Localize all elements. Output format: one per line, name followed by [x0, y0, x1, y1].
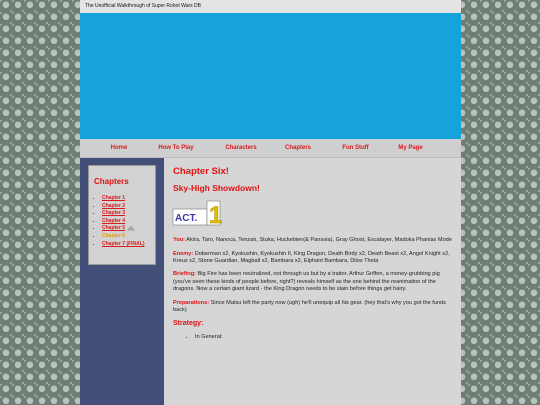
briefing-text: Big Fire has been neutralized, not through us but by a traitor. Arthur Griffen, a money-grubbing pig (you've seen these kinds of people before, right?) reveals himself as the one behind the reanimation of the dragons. Now a certain giant lizard - the King Dragon needs to be slain before things get hairy. — [173, 271, 440, 293]
nav-how-to-play[interactable]: How To Play — [158, 145, 194, 151]
you-label: You: — [173, 237, 186, 244]
chapter-item[interactable] — [102, 225, 155, 233]
enemy-text: Doberman x2, Kyokushin, Kyokushin II, King Dragon, Death Birdy x2, Death Beast x2, Angel Knight x2, Kreuz x2, Stone Guardian, Magball x2, Bambara x2, Elphant Bambara, Dilos Theta — [173, 250, 450, 265]
main-nav — [80, 139, 461, 158]
you-text: Akira, Taro, Nanoca, Tenzan, Stuka, Huckebien(& Panavia), Gray Ghost, Escalayer, Madoka Phaniax Mode — [186, 237, 452, 244]
chapter-link-2[interactable]: Chapter 2 — [102, 202, 126, 209]
chapter-subtitle: Sky-High Showdown! — [173, 183, 260, 194]
sidebar — [80, 158, 164, 405]
page-container — [80, 0, 461, 405]
nav-my-page[interactable]: My Page — [398, 145, 423, 151]
preparations-text: Since Matsu left the party now (ugh) he'll unequip all his gear. (hey that's why you got the funds back) — [173, 299, 446, 314]
chapter-link-5[interactable]: Chapter 5 — [102, 225, 126, 232]
briefing-paragraph — [173, 271, 457, 293]
chapter-link-4[interactable]: Chapter 4 — [102, 217, 126, 224]
strategy-list — [173, 334, 457, 341]
chapters-box — [88, 165, 156, 265]
act-logo — [173, 201, 221, 227]
preparations-paragraph — [173, 300, 457, 315]
chapter-item[interactable] — [102, 203, 155, 211]
strategy-item: • In General: — [195, 334, 457, 341]
chapter-link-3[interactable]: Chapter 3 — [102, 210, 126, 217]
chapter-link-1[interactable]: Chapter 1 — [102, 195, 126, 201]
act-logo-text: ACT. — [175, 212, 198, 224]
briefing-label: Briefing: — [173, 271, 196, 278]
chapter-item-current[interactable] — [102, 233, 155, 241]
robot-head-icon — [127, 226, 135, 231]
strategy-heading: Strategy: — [173, 320, 204, 328]
chapter-item[interactable] — [102, 241, 155, 249]
chapter-link-6[interactable]: Chapter 6 — [102, 232, 126, 239]
header-banner — [80, 13, 461, 139]
you-paragraph — [173, 237, 457, 244]
site-title: The Unofficial Walkthrough of Super Robot Wars DB — [80, 0, 461, 13]
chapter-link-7[interactable]: Chapter 7 (FINAL) — [102, 240, 145, 247]
chapter-item[interactable] — [102, 195, 155, 203]
nav-fun-stuff[interactable]: Fun Stuff — [342, 145, 369, 151]
chapter-item[interactable] — [102, 210, 155, 218]
chapter-title: Chapter Six! — [173, 166, 229, 177]
nav-chapters[interactable]: Chapters — [284, 145, 311, 151]
nav-characters[interactable]: Characters — [225, 145, 257, 151]
nav-home[interactable]: Home — [110, 145, 128, 151]
act-logo-number: 1 — [209, 201, 223, 229]
chapters-heading: Chapters — [94, 177, 129, 186]
enemy-paragraph — [173, 251, 457, 266]
chapter-item[interactable] — [102, 218, 155, 226]
preparations-label: Preparations: — [173, 299, 210, 306]
chapter-list — [94, 195, 155, 248]
main-content — [173, 168, 457, 341]
enemy-label: Enemy: — [173, 250, 194, 257]
